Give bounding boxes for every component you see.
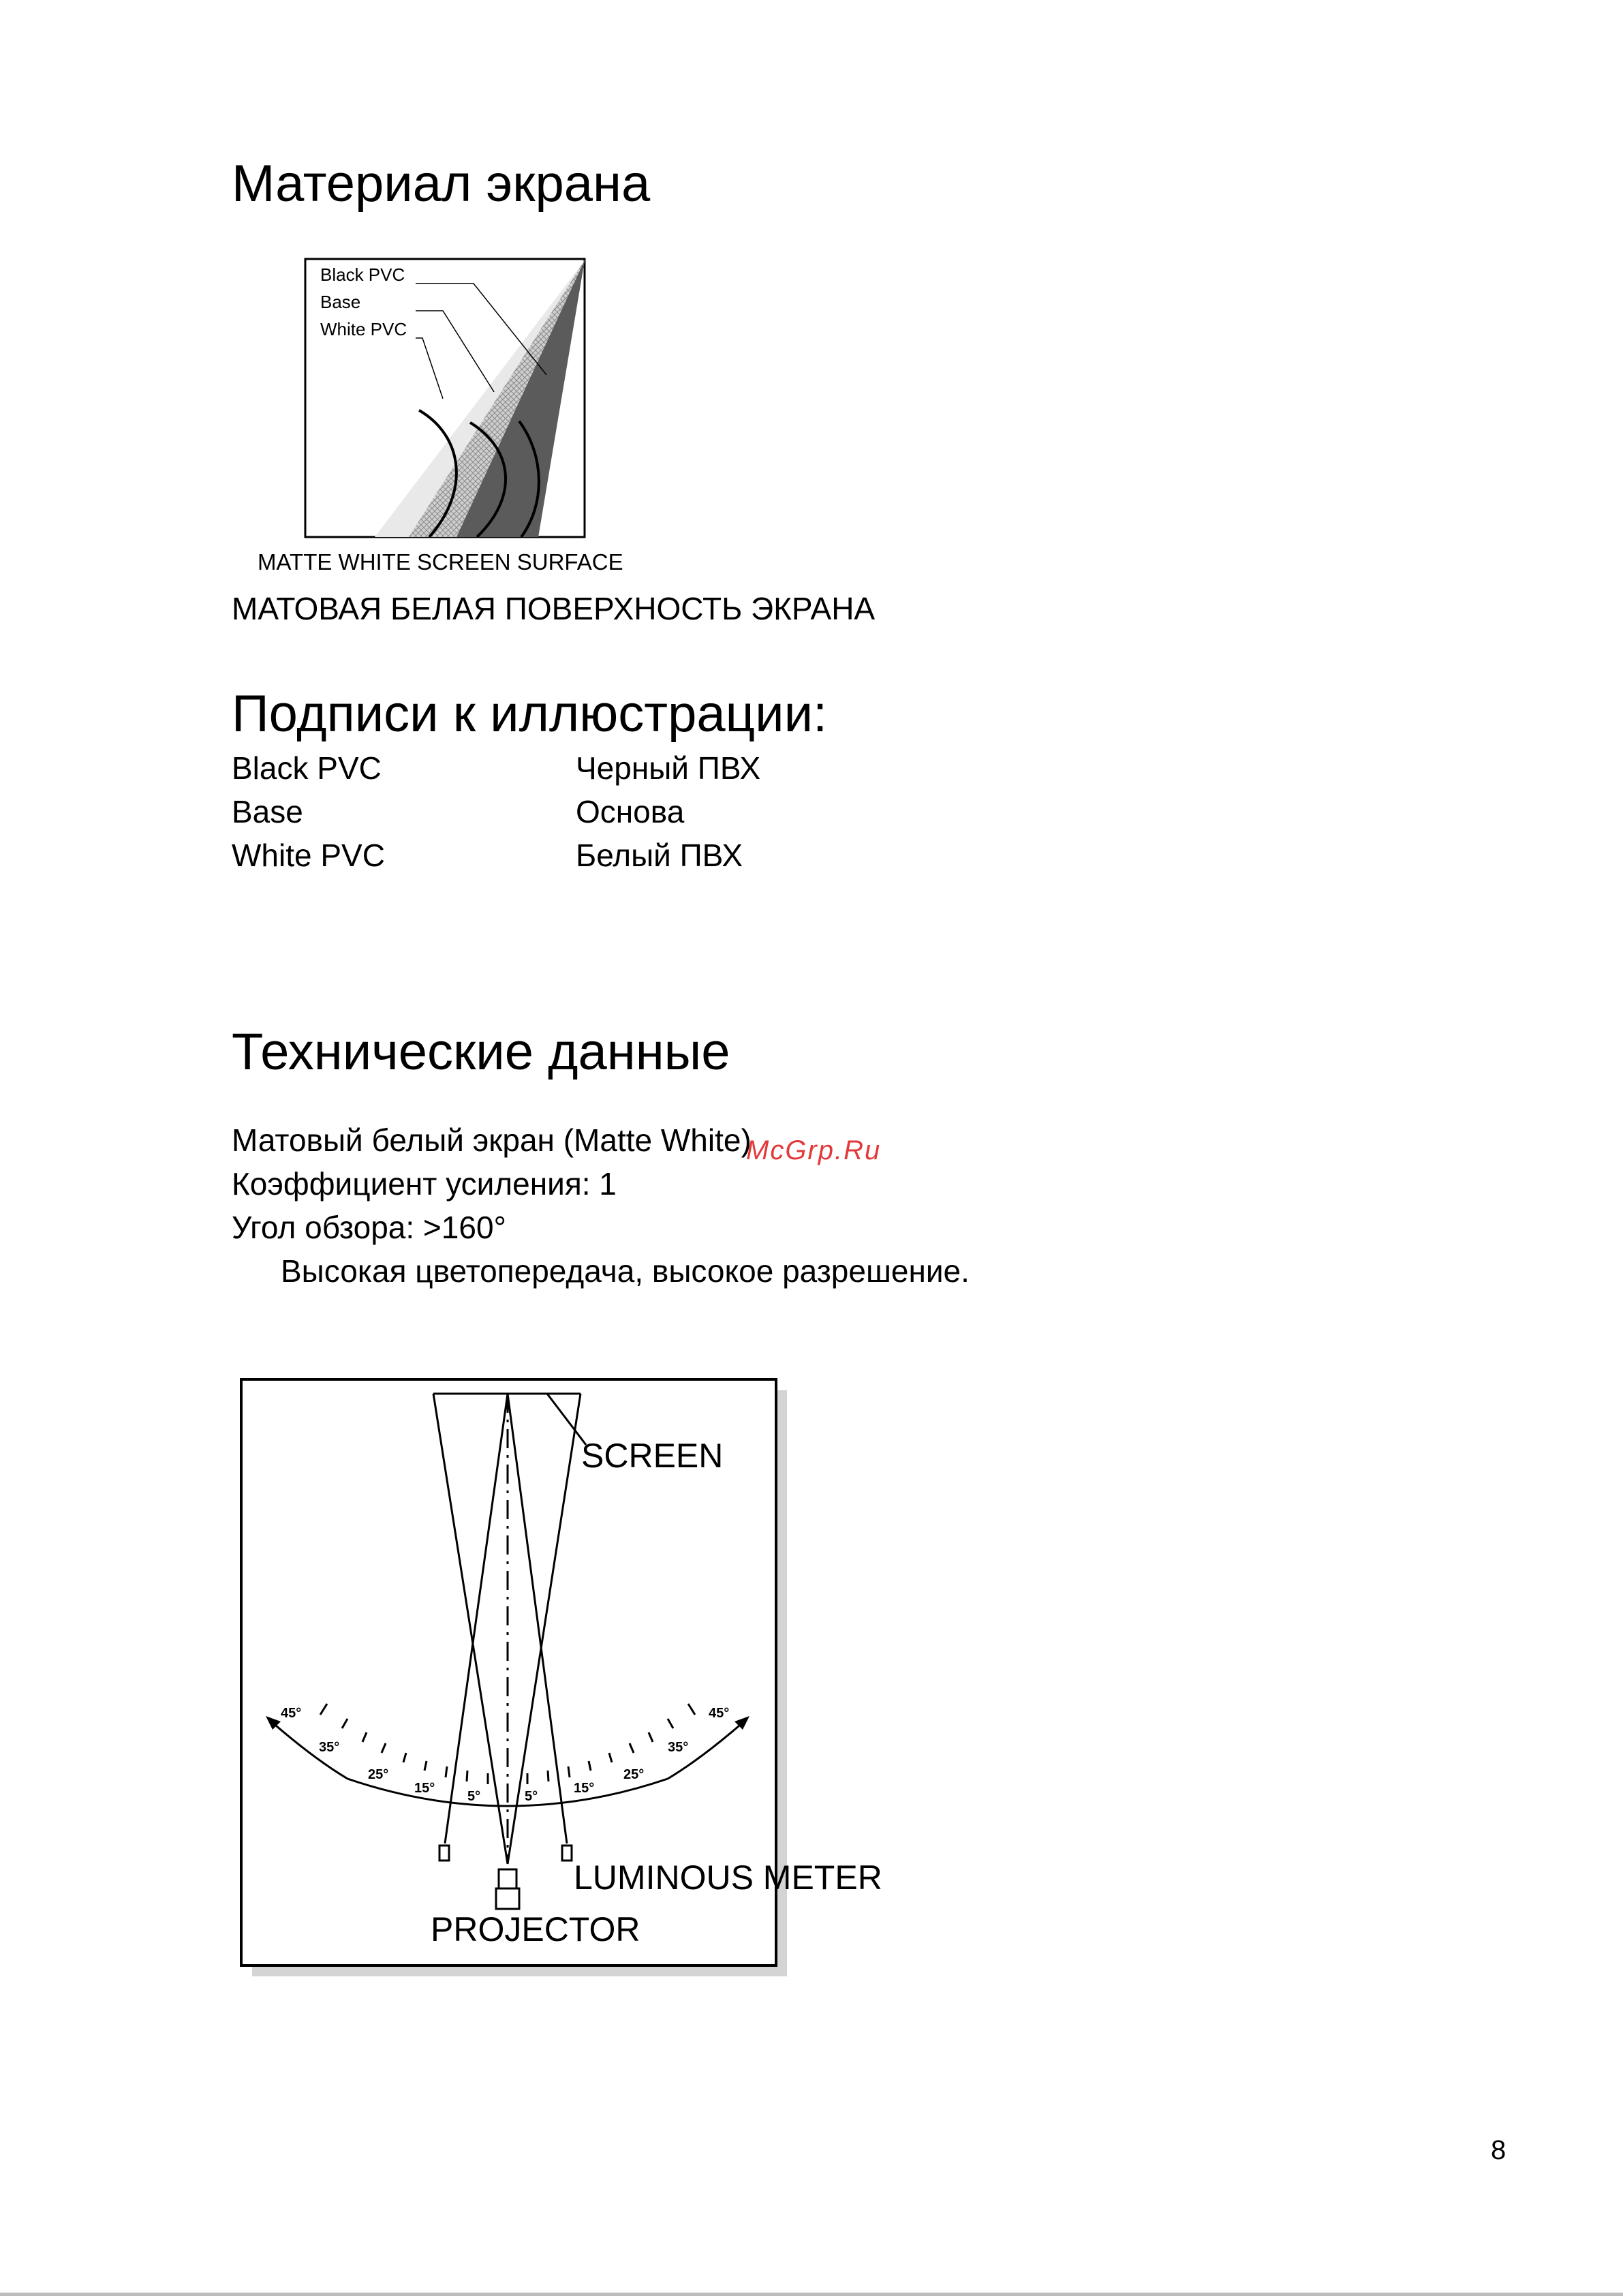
meter-right [562, 1846, 572, 1861]
angle-label: 45° [281, 1706, 302, 1721]
tech-line: Высокая цветопередача, высокое разрешение. [281, 1253, 970, 1289]
section-title-material: Материал экрана [232, 155, 651, 213]
meter-left [439, 1846, 449, 1861]
tech-line: Угол обзора: >160° [232, 1210, 506, 1245]
page-bottom-rule [0, 2293, 1623, 2296]
legend-row [576, 752, 760, 784]
section-title-tech: Технические данные [232, 1023, 730, 1081]
projector-label: PROJECTOR [431, 1910, 640, 1948]
page-number: 8 [1491, 2135, 1506, 2165]
figure-caption-en: MATTE WHITE SCREEN SURFACE [258, 549, 623, 575]
angle-label: 25° [623, 1767, 645, 1782]
angle-label: 15° [414, 1781, 435, 1796]
legend-ru: Основа [576, 794, 685, 829]
luminous-meter-label: LUMINOUS METER [574, 1858, 882, 1897]
legend-ru: Черный ПВХ [576, 750, 761, 786]
legend-row [232, 752, 382, 784]
legend-row [232, 796, 303, 827]
projector-body [496, 1888, 519, 1909]
angle-label: 25° [368, 1767, 389, 1782]
legend-row [232, 840, 385, 871]
angle-label: 35° [319, 1740, 340, 1755]
projector-top [499, 1869, 516, 1888]
legend-row [576, 840, 743, 871]
legend-row [576, 796, 684, 827]
figure-label-white-pvc: White PVC [320, 319, 407, 339]
angle-label: 5° [525, 1789, 538, 1804]
screen-label: SCREEN [581, 1437, 724, 1475]
tech-line: Матовый белый экран (Matte White) [232, 1122, 752, 1158]
legend-en: Base [232, 794, 303, 829]
angle-label: 5° [467, 1789, 481, 1804]
figure-label-black-pvc: Black PVC [320, 264, 405, 285]
watermark: McGrp.Ru [746, 1135, 882, 1165]
section-title-legend: Подписи к иллюстрации: [232, 685, 828, 743]
tech-line: Коэффициент усиления: 1 [232, 1166, 617, 1201]
angle-label: 45° [709, 1706, 730, 1721]
angle-label: 35° [668, 1740, 689, 1755]
figure-label-base: Base [320, 292, 361, 312]
legend-en: Black PVC [232, 750, 382, 786]
legend-en: White PVC [232, 838, 385, 873]
caption-ru: МАТОВАЯ БЕЛАЯ ПОВЕРХНОСТЬ ЭКРАНА [232, 591, 876, 626]
angle-label: 15° [574, 1781, 595, 1796]
legend-ru: Белый ПВХ [576, 838, 743, 873]
viewing-angle-diagram [232, 1370, 913, 1983]
screen-layers-figure [252, 252, 661, 579]
viewing-angle-illustration [232, 1370, 913, 1983]
screen-layers-illustration [252, 252, 661, 579]
